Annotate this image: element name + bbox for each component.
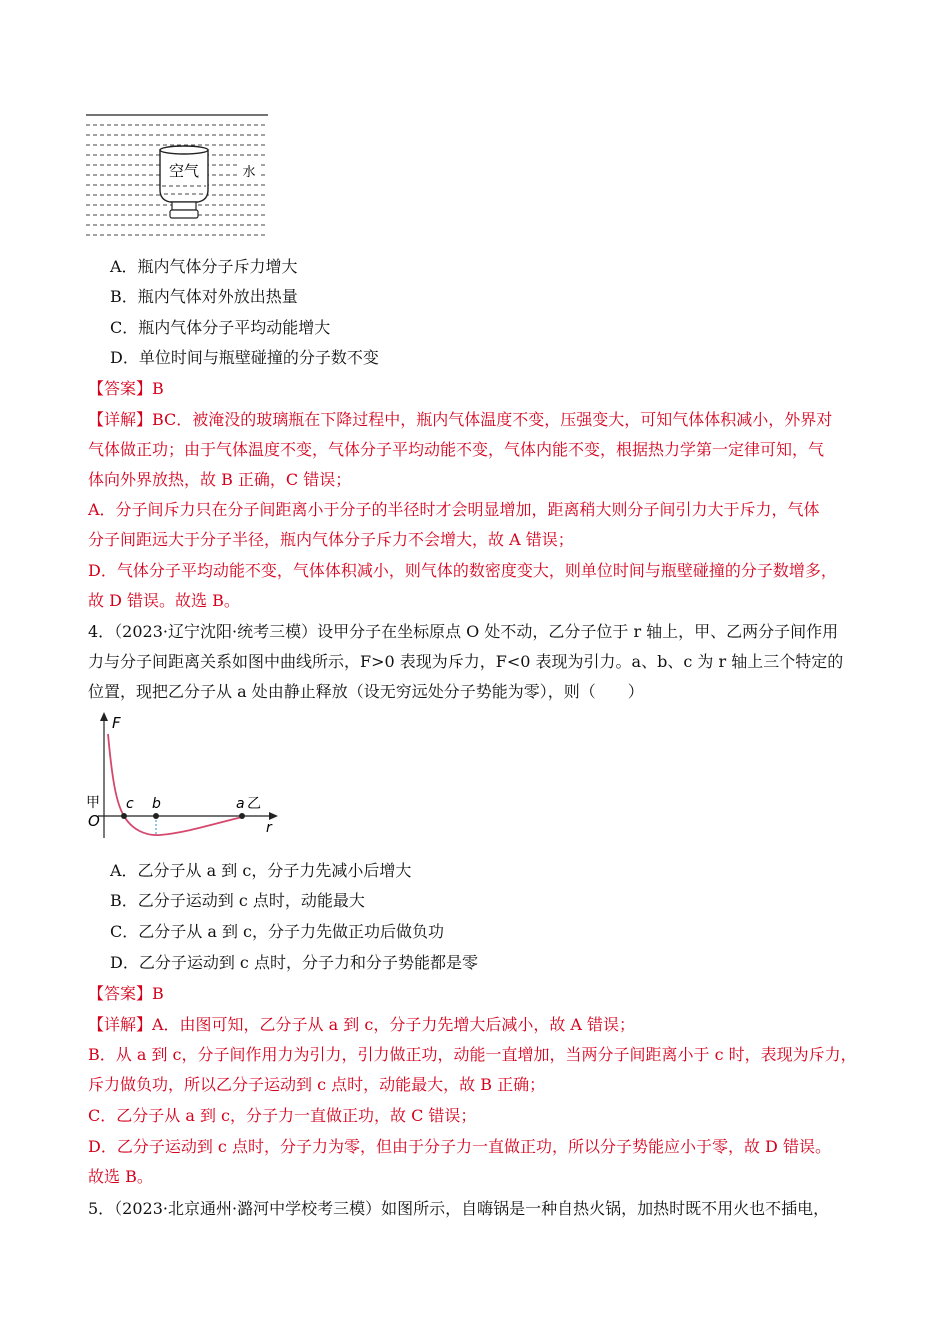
axis-f-label: F — [112, 714, 121, 732]
point-b-label: b — [152, 796, 161, 812]
force-distance-graph — [84, 708, 284, 844]
q3-analysis-line-5: 分子间距远大于分子半径，瓶内气体分子斥力不会增大，故 A 错误； — [88, 530, 574, 549]
q3-analysis-line-1: 【详解】BC．被淹没的玻璃瓶在下降过程中，瓶内气体温度不变，压强变大，可知气体体积减小，外界对 — [88, 410, 833, 429]
q3-option-c: C．瓶内气体分子平均动能增大 — [110, 318, 331, 337]
q3-option-d: D．单位时间与瓶壁碰撞的分子数不变 — [110, 348, 379, 367]
q3-analysis-line-7: 故 D 错误。故选 B。 — [88, 591, 240, 610]
q5-stem-line-1: 5．（2023·北京通州·潞河中学校考三模）如图所示，自嗨锅是一种自热火锅，加热时既不用火也不插电， — [88, 1199, 830, 1218]
q4-stem-line-2: 力与分子间距离关系如图中曲线所示，F>0 表现为斥力，F<0 表现为引力。a、b、c 为 r 轴上三个特定的 — [88, 652, 844, 671]
q4-option-c: C．乙分子从 a 到 c，分子力先做正功后做负功 — [110, 922, 445, 941]
q4-analysis-line-5: D．乙分子运动到 c 点时，分子力为零，但由于分子力一直做正功，所以分子势能应小于零，故 D 错误。 — [88, 1137, 831, 1156]
q3-analysis-line-6: D．气体分子平均动能不变，气体体积减小，则气体的数密度变大，则单位时间与瓶壁碰撞的分子数增多， — [88, 561, 837, 580]
axis-r-label: r — [266, 820, 272, 836]
jia-label: 甲 — [86, 795, 100, 811]
q4-option-a: A．乙分子从 a 到 c，分子力先减小后增大 — [110, 861, 412, 880]
q3-answer: 【答案】B — [88, 379, 164, 398]
point-c-label: c — [126, 796, 134, 812]
q4-analysis-line-1: 【详解】A．由图可知，乙分子从 a 到 c，分子力先增大后减小，故 A 错误； — [88, 1015, 636, 1034]
point-a-marker — [239, 813, 245, 819]
q4-stem-line-3: 位置，现把乙分子从 a 处由静止释放（设无穷远处分子势能为零），则（ ） — [88, 682, 644, 701]
q4-analysis-line-6: 故选 B。 — [88, 1167, 153, 1186]
q3-analysis-line-3: 体向外界放热，故 B 正确，C 错误； — [88, 470, 352, 489]
q4-stem-line-1: 4．（2023·辽宁沈阳·统考三模）设甲分子在坐标原点 O 处不动，乙分子位于 r 轴上，甲、乙两分子间作用 — [88, 622, 839, 641]
q3-analysis-line-2: 气体做正功；由于气体温度不变，气体分子平均动能不变，气体内能不变，根据热力学第一定律可知，气 — [88, 440, 825, 459]
q4-analysis-line-2: B．从 a 到 c，分子间作用力为引力，引力做正功，动能一直增加，当两分子间距离小于 c 时，表现为斥力， — [88, 1045, 857, 1064]
q4-option-b: B．乙分子运动到 c 点时，动能最大 — [110, 891, 365, 910]
air-label: 空气 — [168, 162, 200, 180]
q4-option-d: D．乙分子运动到 c 点时，分子力和分子势能都是零 — [110, 953, 478, 972]
q3-analysis-line-4: A．分子间斥力只在分子间距离小于分子的半径时才会明显增加，距离稍大则分子间引力大于斥力，气体 — [88, 500, 820, 519]
force-curve — [108, 734, 242, 835]
q4-analysis-line-3: 斥力做负功，所以乙分子运动到 c 点时，动能最大，故 B 正确； — [88, 1075, 546, 1094]
yi-label: 乙 — [247, 796, 261, 812]
point-b-marker — [153, 813, 159, 819]
origin-label: O — [88, 812, 100, 830]
q4-answer: 【答案】B — [88, 984, 164, 1003]
point-a-label: a — [236, 796, 245, 812]
q3-option-a: A．瓶内气体分子斥力增大 — [110, 257, 298, 276]
water-label: 水 — [242, 165, 256, 180]
bottle-in-water-figure — [86, 110, 270, 244]
q3-option-b: B．瓶内气体对外放出热量 — [110, 287, 298, 306]
point-c-marker — [121, 813, 127, 819]
q4-analysis-line-4: C．乙分子从 a 到 c，分子力一直做正功，故 C 错误； — [88, 1106, 477, 1125]
